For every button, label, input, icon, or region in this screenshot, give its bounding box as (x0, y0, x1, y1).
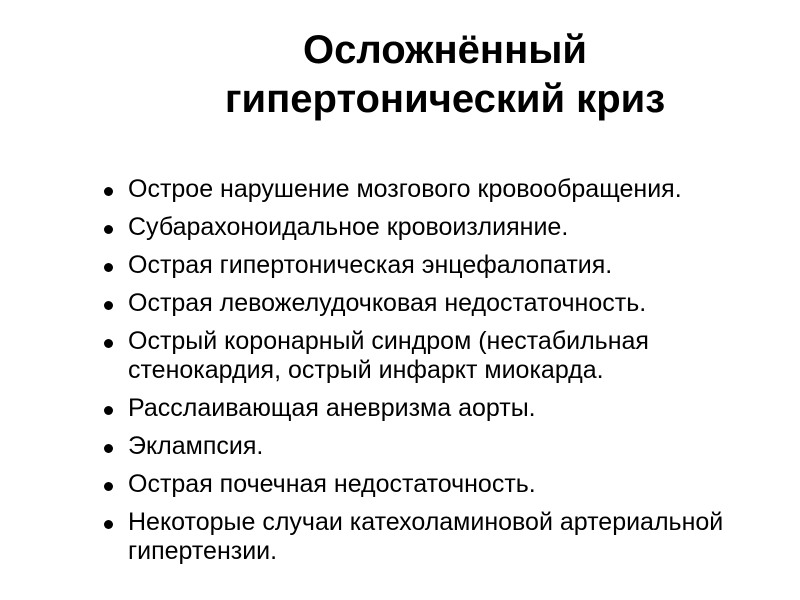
bullet-item (100, 470, 780, 499)
bullet-icon (104, 263, 113, 272)
bullet-item (100, 394, 780, 423)
bullet-item (100, 289, 780, 318)
bullet-item (100, 432, 780, 461)
bullet-text: Расслаивающая аневризма аорты. (128, 394, 536, 422)
bullet-text: Острая почечная недостаточность. (128, 470, 536, 498)
bullet-item (100, 327, 780, 385)
slide-title (120, 26, 770, 124)
bullet-text: Острое нарушение мозгового кровообращения. (128, 175, 682, 203)
bullet-icon (104, 301, 113, 310)
bullet-text: Острый коронарный синдром (нестабильная стенокардия, острый инфаркт миокарда. (128, 327, 649, 384)
bullet-list (100, 175, 780, 575)
bullet-icon (104, 444, 113, 453)
bullet-icon (104, 225, 113, 234)
bullet-icon (104, 406, 113, 415)
slide-title-line-2: гипертонический криз (224, 77, 666, 121)
bullet-item (100, 213, 780, 242)
bullet-item (100, 508, 780, 566)
bullet-item (100, 251, 780, 280)
bullet-item (100, 175, 780, 204)
bullet-icon (104, 482, 113, 491)
bullet-text: Эклампсия. (128, 432, 264, 460)
bullet-text: Острая левожелудочковая недостаточность. (128, 289, 647, 317)
bullet-text: Некоторые случаи катехоламиновой артериальной гипертензии. (128, 508, 724, 565)
bullet-icon (104, 339, 113, 348)
slide-title-line-1: Осложнённый (303, 28, 587, 72)
bullet-icon (104, 187, 113, 196)
bullet-text: Субарахоноидальное кровоизлияние. (128, 213, 569, 241)
bullet-text: Острая гипертоническая энцефалопатия. (128, 251, 613, 279)
bullet-icon (104, 520, 113, 529)
